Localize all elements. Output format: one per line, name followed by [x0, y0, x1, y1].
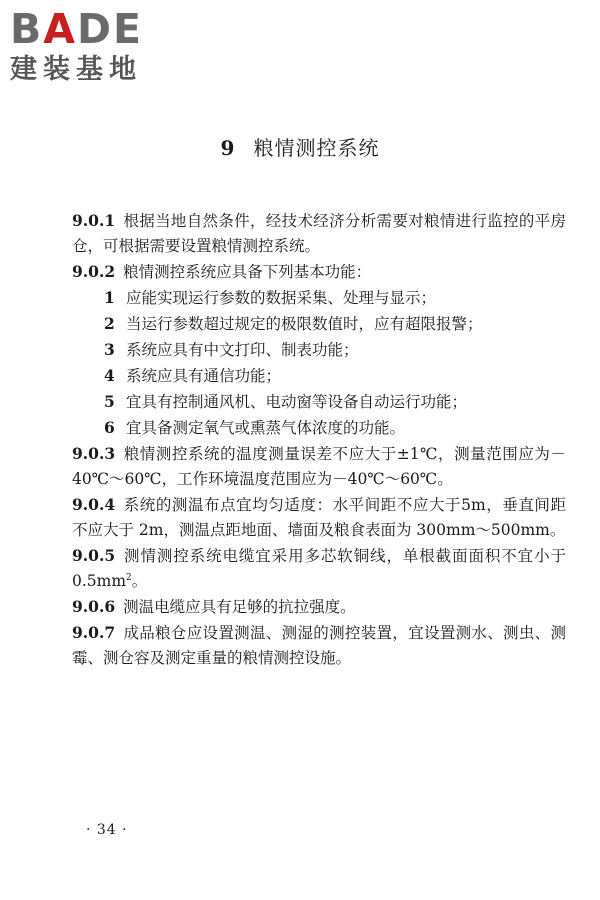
clause-text: 测情测控系统电缆宜采用多芯软铜线，单根截面面积不宜小于 0.5mm [72, 547, 566, 590]
clause-9-0-3 [72, 441, 566, 492]
list-item [72, 285, 566, 311]
item-number: 2 [104, 314, 115, 333]
clause-9-0-4 [72, 492, 566, 543]
clause-text: 根据当地自然条件，经技术经济分析需要对粮情进行监控的平房仓，可根据需要设置粮情测控系统。 [72, 212, 566, 255]
clause-text: 测温电缆应具有足够的抗拉强度。 [123, 598, 356, 616]
item-text: 系统应具有通信功能； [126, 367, 282, 385]
list-item [72, 363, 566, 389]
clause-number: 9.0.1 [72, 211, 116, 230]
chapter-title-text: 粮情测控系统 [253, 136, 380, 160]
clause-text: 粮情测控系统应具备下列基本功能： [123, 263, 372, 281]
bade-logo [10, 5, 180, 88]
item-text: 宜具备测定氧气或熏蒸气体浓度的功能。 [126, 419, 406, 437]
clause-text-end: 。 [131, 572, 148, 590]
item-text: 系统应具有中文打印、制表功能； [126, 341, 359, 359]
clause-text: 系统的测温布点宜均匀适度：水平间距不应大于5m，垂直间距不应大于 2m，测温点距地面、墙面及粮食表面为 300mm～500mm。 [72, 496, 566, 539]
clause-text: 粮情测控系统的温度测量误差不应大于±1℃，测量范围应为－40℃～60℃，工作环境温度范围应为－40℃～60℃。 [72, 445, 566, 488]
clause-number: 9.0.3 [72, 444, 116, 463]
clause-number: 9.0.5 [72, 546, 116, 565]
superscript: 2 [126, 572, 132, 583]
clause-number: 9.0.2 [72, 262, 116, 281]
logo-letter-b: B [10, 5, 44, 53]
logo-letters-de: DE [77, 5, 144, 53]
logo-letter-a: A [43, 5, 77, 53]
logo-subtitle: 建装基地 [10, 54, 142, 85]
clause-9-0-1 [72, 208, 566, 259]
clause-text: 成品粮仓应设置测温、测湿的测控装置，宜设置测水、测虫、测霉、测仓容及测定重量的粮情测控设施。 [72, 624, 566, 667]
clause-9-0-6 [72, 594, 566, 620]
chapter-number: 9 [220, 136, 236, 160]
list-item [72, 311, 566, 337]
list-item [72, 389, 566, 415]
clause-9-0-2 [72, 259, 566, 285]
item-number: 1 [104, 288, 115, 307]
item-text: 当运行参数超过规定的极限数值时，应有超限报警； [126, 315, 483, 333]
list-item [72, 415, 566, 441]
document-body [72, 208, 566, 671]
item-number: 4 [104, 366, 115, 385]
list-item [72, 337, 566, 363]
logo-wordmark [10, 5, 180, 53]
clause-9-0-7 [72, 620, 566, 671]
item-number: 6 [104, 418, 115, 437]
item-number: 5 [104, 392, 115, 411]
clause-number: 9.0.7 [72, 623, 116, 642]
chapter-title [0, 132, 600, 161]
item-number: 3 [104, 340, 115, 359]
clause-number: 9.0.6 [72, 597, 116, 616]
item-text: 宜具有控制通风机、电动窗等设备自动运行功能； [126, 393, 468, 411]
clause-9-0-5 [72, 543, 566, 594]
item-text: 应能实现运行参数的数据采集、处理与显示； [126, 289, 437, 307]
clause-number: 9.0.4 [72, 495, 116, 514]
page-number: · 34 · [86, 822, 128, 838]
